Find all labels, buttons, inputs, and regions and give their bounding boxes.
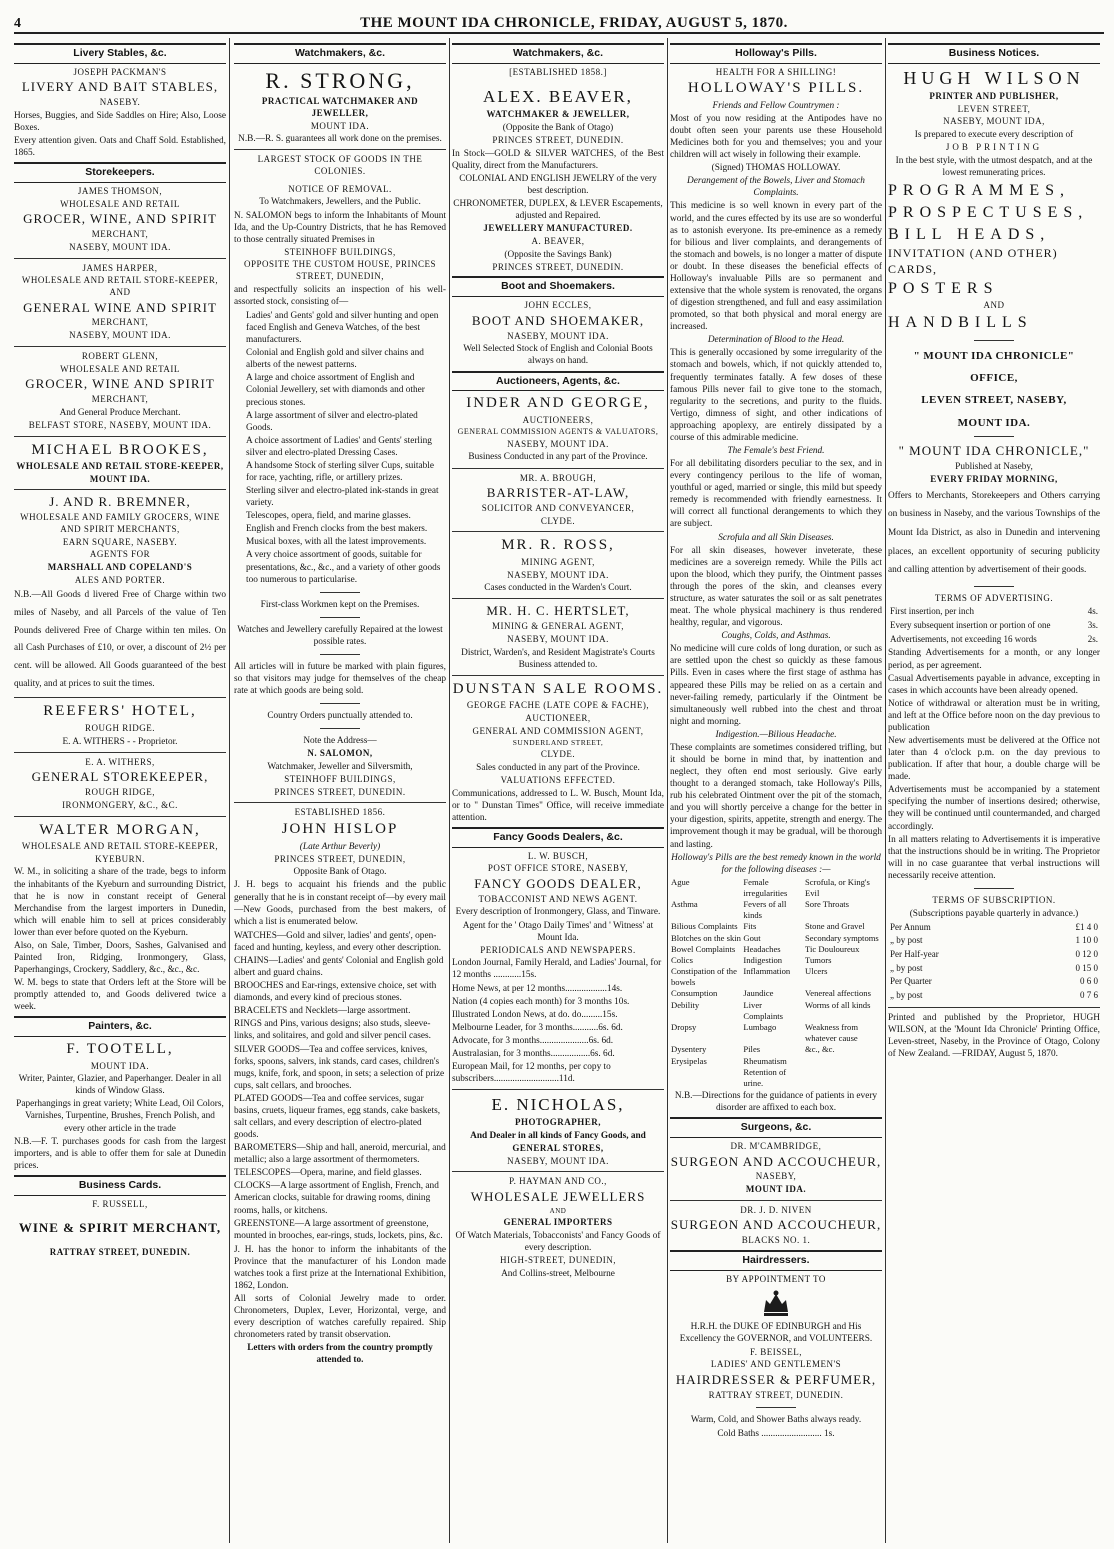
column-1 <box>14 40 226 1540</box>
advert-beaver: [ESTABLISHED 1858.] ALEX. BEAVER, WATCHMAKER & JEWELLER, (Opposite the Bank of Otago) PRINCES STREET, DUNEDIN. In Stock—GOLD & SILVER WATCHES, of the Best Quality, direct from the Manufacturers. COLONIAL AND ENGLISH JEWELRY of the very best description. CHRONOMETER, DUPLEX, & LEVER Escapements, adjusted and Repaired. JEWELLERY MANUFACTURED. A. BEAVER, (Opposite the Savings Bank) PRINCES STREET, DUNEDIN. <box>452 66 664 272</box>
list-item: Australasian, for 3 months.................6s. 6d. <box>452 1048 615 1059</box>
table-cell: 1 10 0 <box>1075 935 1098 946</box>
list-item: Telescopes, opera, field, and marine glasses. <box>246 511 411 522</box>
table-cell: 0 6 0 <box>1080 976 1098 987</box>
table-cell: Bowel Complaints <box>671 943 736 954</box>
table-cell: 0 15 0 <box>1075 962 1098 973</box>
table-cell: 2s. <box>1087 633 1098 644</box>
table-cell: Rheumatism <box>743 1055 787 1066</box>
list-item: BROOCHES and Ear-rings, extensive choice, set with diamonds, and every kind of precious stones. <box>234 981 437 1004</box>
list-item: English and French clocks from the best makers. <box>246 524 428 535</box>
table-cell: Consumption <box>671 988 718 999</box>
table-cell: Tic Douloureux <box>805 943 860 954</box>
table-row <box>670 1044 882 1055</box>
table-cell: &c., &c. <box>805 1044 835 1055</box>
advert-hertslet: MR. H. C. HERTSLET, MINING & GENERAL AGENT, NASEBY, MOUNT IDA. District, Warden's, and Resident Magistrate's Courts Business attended to. <box>461 603 655 670</box>
terms-of-advertising: TERMS OF ADVERTISING. First insertion, per inch 4s. Every subsequent insertion or portion of one 3s. Advertisements, not exceeding 16 words 2s. Standing Advertisements for a month, or any longer period, as per agreement. Casual Advertisements payable in advance, excepting in cases in which accounts have been already opened. Notice of withdrawal or alteration must be in writing, and left at the Office before noon on the day previous to publication New advertisements must be delivered at the Office not later than 4 o'clock p.m. on the day previous to publication. If after that hour, a double charge will be made. Advertisements must be accompanied by a statement specifying the number of insertions desired; otherwise, they will be continued until countermanded, and charged accordingly. In all matters relating to Advertisements it is imperative that the instructions should be in writing. The Proprietor will in no case guarantee that verbal instructions will necessarily receive attention. <box>888 592 1100 881</box>
table-cell: Jaundice <box>743 988 774 999</box>
section-heading: Holloway's Pills. <box>670 43 882 64</box>
advert-packman: JOSEPH PACKMAN'S LIVERY AND BAIT STABLES, NASEBY. Horses, Buggies, and Side Saddles on Hire; Also, Loose Boxes. Every attention given. Oats and Chaff Sold. Established, 1865. <box>14 66 226 159</box>
advert-dunstan-sale-rooms: DUNSTAN SALE ROOMS. GEORGE FACHE (LATE COPE & FACHE), AUCTIONEER, GENERAL AND COMMISSION AGENT, SUNDERLAND STREET, CLYDE. Sales conducted in any part of the Province. VALUATIONS EFFECTED. Communications, addressed to L. W. Busch, Mount Ida, or to " Dunstan Times" Office, will receive immediate attention. <box>452 680 664 823</box>
table-cell: Erysipelas <box>671 1055 707 1066</box>
table-cell: „ by post <box>890 935 923 946</box>
job-printing-list <box>888 181 1100 334</box>
column-rule <box>667 38 668 1543</box>
table-cell: Bilious Complaints <box>671 921 738 932</box>
column-4 <box>670 40 882 1540</box>
table-row <box>888 619 1100 633</box>
list-item: CLOCKS—A large assortment of English, French, and American clocks, suitable for drawing rooms, dining rooms, halls, or kitchens. <box>234 1181 439 1216</box>
column-rule <box>449 38 450 1543</box>
list-item: Illustrated London News, at do. do.........15s. <box>452 1009 618 1020</box>
table-cell: Retention of urine. <box>743 1066 787 1088</box>
advert-salomon: LARGEST STOCK OF GOODS IN THE COLONIES. NOTICE OF REMOVAL. To Watchmakers, Jewellers, and the Public. N. SALOMON begs to inform the Inhabitants of Mount Ida, and the Up-Country Districts, that he has Removed to those centrally situated Premises in STEINHOFF BUILDINGS, OPPOSITE THE CUSTOM HOUSE, PRINCES STREET, DUNEDIN, and respectfully solicits an inspection of his well-assorted stock, consisting of— Ladies' and Gents' gold and silver hunting and open faced English and Geneva Watches, of the best manufacturers. Colonial and English gold and silver chains and alberts of the newest patterns. A large and choice assortment of English and Colonial Jewellery, set with diamonds and other precious stones. A large assortment of silver and electro-plated Goods. A choice assortment of Ladies' and Gents' sterling silver and electro-plated Dressing Cases. A handsome Stock of sterling silver Cups, suitable for race, yachting, rifle, or artillery prizes. Sterling silver and electro-plated ink-stands in great variety. Telescopes, opera, field, and marine glasses. English and French clocks from the best makers. Musical boxes, with all the latest improvements. A very choice assortment of goods, suitable for presentations, &c., &c., and a variety of other goods too numerous to particularise. First-class Workmen kept on the Premises. Watches and Jewellery carefully Repaired at the lowest possible rates. All articles will in future be marked with plain figures, so that visitors may judge for themselves of the cheap rate at which goods are being sold. Country Orders punctually attended to. Note the Address— N. SALOMON, Watchmaker, Jeweller and Silversmith, STEINHOFF BUILDINGS, PRINCES STREET, DUNEDIN. <box>234 154 446 797</box>
table-cell: Liver Complaints <box>743 999 784 1021</box>
table-cell: Indigestion <box>743 954 783 965</box>
list-item: Nation (4 copies each month) for 3 months 10s. <box>452 996 630 1007</box>
advert-ross: MR. R. ROSS, MINING AGENT, NASEBY, MOUNT IDA. Cases conducted in the Warden's Court. <box>484 537 632 594</box>
advert-inder-george: INDER AND GEORGE, AUCTIONEERS, GENERAL COMMISSION AGENTS & VALUATORS, NASEBY, MOUNT IDA. Business Conducted in any part of the Province. <box>457 395 659 463</box>
section-heading: Auctioneers, Agents, &c. <box>452 371 664 392</box>
terms-of-subscription: TERMS OF SUBSCRIPTION. (Subscriptions payable quarterly in advance.) Per Annum £1 4 0 „ by post 1 10 0 Per Half-year 0 12 0 „ by post 0 15 0 Per Quarter 0 6 0 „ by post 0 7 6 <box>888 895 1100 1003</box>
goods-list <box>234 930 446 1242</box>
table-row <box>670 921 882 932</box>
table-cell: Constipation of the bowels <box>671 966 737 988</box>
advert-russell: F. RUSSELL, WINE & SPIRIT MERCHANT, RATTRAY STREET, DUNEDIN. <box>18 1198 222 1258</box>
list-item: TELESCOPES—Opera, marine, and field glasses. <box>234 1168 422 1179</box>
table-cell: Scrofula, or King's Evil <box>805 876 870 898</box>
table-row <box>888 989 1100 1003</box>
list-item: A large and choice assortment of English and Colonial Jewellery, set with diamonds and other precious stones. <box>246 373 425 408</box>
list-item: A choice assortment of Ladies' and Gents' sterling silver and electro-plated Dressing Cases. <box>246 435 432 458</box>
section-heading: Watchmakers, &c. <box>452 43 664 64</box>
list-item: INVITATION (AND OTHER) CARDS, <box>888 246 1058 276</box>
list-item: Home News, at per 12 months..................14s. <box>452 983 623 994</box>
list-item: PLATED GOODS—Tea and coffee services, sugar basins, cruets, liqueur frames, egg stands, cake baskets, salt cellars, and every description of electro-plated goods. <box>234 1093 441 1141</box>
chronicle-notice: " MOUNT IDA CHRONICLE," Published at Naseby, EVERY FRIDAY MORNING, Offers to Merchants, Storekeepers and Others carrying on business in Naseby, and the various Townships of the Mount Ida District, as also in Dunedin and intervening places, an excellent opportunity of securing publicity and calling attention by advertisement of their goods. <box>888 443 1100 576</box>
advert-hayman: P. HAYMAN AND CO., WHOLESALE JEWELLERS AND GENERAL IMPORTERS Of Watch Materials, Tobacconists' and Fancy Goods of every description. HIGH-STREET, DUNEDIN, And Collins-street, Melbourne <box>455 1176 661 1279</box>
advert-reefers-hotel: REEFERS' HOTEL, ROUGH RIDGE. E. A. WITHERS - - Proprietor. <box>43 703 197 747</box>
column-2 <box>234 40 446 1540</box>
table-row <box>670 955 882 966</box>
table-cell: Fevers of all kinds <box>743 899 787 921</box>
table-row <box>670 966 882 988</box>
list-item: SILVER GOODS—Tea and coffee services, knives, forks, spoons, salvers, ink stands, card cases, children's mugs, knife, fork, and spoon, in sets; a selection of prize cups, salt cellars, and brooches. <box>234 1044 445 1091</box>
chronicle-office: " MOUNT IDA CHRONICLE" OFFICE, LEVEN STREET, NASEBY, MOUNT IDA. <box>913 349 1075 429</box>
section-heading: Storekeepers. <box>14 162 226 183</box>
list-item: Colonial and English gold and silver chains and alberts of the newest patterns. <box>246 348 424 371</box>
newspaper-title: THE MOUNT IDA CHRONICLE, FRIDAY, AUGUST 5, 1870. <box>360 15 788 31</box>
table-row <box>670 1000 882 1022</box>
advert-mccambridge: DR. M'CAMBRIDGE, SURGEON AND ACCOUCHEUR, NASEBY, MOUNT IDA. <box>670 1140 882 1195</box>
table-cell: £1 4 0 <box>1075 921 1098 932</box>
table-cell: „ by post <box>890 990 923 1001</box>
table-cell: Headaches <box>743 943 781 954</box>
subscription-rates-table <box>888 921 1100 1003</box>
table-row <box>888 921 1100 935</box>
advert-hugh-wilson: HUGH WILSON PRINTER AND PUBLISHER, LEVEN STREET, NASEBY, MOUNT IDA, Is prepared to execute every description of JOB PRINTING In the best style, with the utmost despatch, and at the lowest remunerating prices. <box>895 67 1093 178</box>
list-item: BRACELETS and Necklets—large assortment. <box>234 1006 411 1017</box>
list-item: BILL HEADS, <box>888 225 1051 243</box>
section-heading: Fancy Goods Dealers, &c. <box>452 827 664 848</box>
advert-morgan: WALTER MORGAN, WHOLESALE AND RETAIL STORE-KEEPER, KYEBURN. W. M., in soliciting a share of the trade, begs to inform the inhabitants of the Kyeburn and surrounding District, that he is now in constant receipt of General Merchandise from the largest importers in Dunedin, which will enable him to sell at prices considerably lower than ever before quoted on the Kyeburn. Also, on Sale, Timber, Doors, Sashes, Galvanised and Painted Iron, Ridging, Ironmongery, Glass, Paperhangings, Crockery, Saddlery, &c., &c., &c. W. M. begs to state that Orders left at the Store will be promptly attended to, and Goods delivered twice a week. <box>14 821 226 1013</box>
table-cell: Tumors <box>805 954 832 965</box>
imprint: Printed and published by the Proprietor, HUGH WILSON, at the 'Mount Ida Chronicle' Printing Office, Leven-street, Naseby, in the Province of Otago, Colony of New Zealand. —FRIDAY, August 5, 1870. <box>888 1012 1100 1060</box>
table-cell: Weakness from whatever cause <box>805 1021 859 1044</box>
table-row <box>888 975 1100 989</box>
table-cell: Secondary symptoms <box>805 932 879 943</box>
table-cell: Ague <box>671 876 690 887</box>
advert-tootell: F. TOOTELL, MOUNT IDA. Writer, Painter, Glazier, and Paperhanger. Dealer in all kinds of Window Glass. Paperhangings in great variety; White Lead, Oil Colors, Varnishes, Turpentine, Brushes, French Polish, and every other article in the trade N.B.—F. T. purchases goods for cash from the largest importers, and is able to offer them for sale at Dunedin prices. <box>14 1041 226 1171</box>
list-item: PROGRAMMES, <box>888 182 1071 200</box>
table-cell: Advertisements, not exceeding 16 words <box>890 633 1037 644</box>
list-item: Ladies' and Gents' gold and silver hunting and open faced English and Geneva Watches, of the best manufacturers. <box>246 310 439 346</box>
table-cell: Dropsy <box>671 1021 697 1032</box>
table-cell: Dysentery <box>671 1044 707 1055</box>
table-row <box>670 944 882 955</box>
table-cell: First insertion, per inch <box>890 606 974 617</box>
list-item: CHAINS—Ladies' and gents' Colonial and English gold albert and guard chains. <box>234 955 444 979</box>
table-cell <box>804 1067 882 1089</box>
table-row <box>888 633 1100 647</box>
list-item: RINGS and Pins, various designs; also studs, sleeve-links, and solitaires, and gold and silver pencil cases. <box>234 1019 431 1042</box>
table-row <box>670 988 882 999</box>
section-heading: Business Notices. <box>888 43 1100 64</box>
advert-holloway: HEALTH FOR A SHILLING! HOLLOWAY'S PILLS. Friends and Fellow Countrymen : Most of you now residing at the Antipodes have no doubt often seen your parents use these Household Medicines both for you and themselves; you and your children will act wisely in following their example. (Signed) THOMAS HOLLOWAY. Derangement of the Bowels, Liver and Stomach Complaints. This medicine is so well known in every part of the world, and the cures effected by its use are so wonderful as to astonish everyone. Its pre-eminence as a remedy for bilious and liver complaints, and derangements of the stomach and bowels, is no longer a matter of dispute or doubt. In these diseases the beneficial effects of Holloway's invaluable Pills are so permanent and extensive that the whole system is renovated, the organs of digestion strengthened, and full and easy assimilation promoted, so that both physical and moral energy are increased. Determination of Blood to the Head. This is generally occasioned by some irregularity of the stomach and bowels, which, if not quickly attended to, frequently terminates fatally. A few doses of these famous Pills never fail to give tone to the stomach, regularity to the secretions, and purity to the fluids. Vertigo, dimness of sight, and other indications of approaching apoplexy, are entirely dissipated by a course of this admirable medicine. The Female's best Friend. For all debilitating disorders peculiar to the sex, and in every contingency perilous to the life of woman, youthful or aged, married or single, this mild but speedy remedy is recommended with friendly earnestness. It will correct all functional derangements to which they are subject. Scrofula and all Skin Diseases. For all skin diseases, however inveterate, these medicines are a sovereign remedy. While the Pills act upon the blood, which they purify, the Ointment passes through the pores of the skin, and cleanses every structure, as water saturates the soil or as salt penetrates meat. The whole physical machinery is thus rendered healthy, regular, and vigorous. Coughs, Colds, and Asthmas. No medicine will cure colds of long duration, or such as are settled upon the chest so quickly as these famous Pills. Even in cases where the first stage of asthma has appeared these Pills may be relied on as a certain and never-failing remedy, particularly if the Ointment be simultaneously well rubbed into the chest and throat night and morning. Indigestion.—Bilious Headache. These complaints are sometimes considered trifling, but it should be borne in mind that, by inattention and neglect, they often end most seriously. Give early thought to a deranged stomach, take Holloway's Pills, rub his celebrated Ointment over the pit of the stomach, and you will shortly perceive a change for the better in your digestion, spirits, appetite, strength and energy. The improvement though it may be gradual, will be thorough and lasting. Holloway's Pills are the best remedy known in the world for the following diseases :— Ague Female irregularities Scrofula, or King's Evil Asthma Fevers of all kinds Sore Throats Bilious Complaints Fits Stone and Gravel Blotches on the skin Gout Secondary symptoms Bowel Complaints Headaches Tic Douloureux Colics Indigestion Tumors Constipation of the bowels Inflammation Ulcers Consumption Jaundice Venereal affections Debility Liver Complaints Worms of all kinds Dropsy Lumbago Weakness from whatever cause Dysentery Piles &c., &c. Erysipelas Rheumatism Retention of urine. N.B.—Directions for the guidance of patients in every disorder are affixed to each box. <box>670 66 882 1114</box>
table-cell: Female irregularities <box>743 876 788 898</box>
list-item: HANDBILLS <box>888 314 1033 332</box>
advert-bremner: J. AND R. BREMNER, WHOLESALE AND FAMILY GROCERS, WINE AND SPIRIT MERCHANTS, EARN SQUARE, NASEBY. AGENTS FOR MARSHALL AND COPELAND'S ALES AND PORTER. N.B.—All Goods d livered Free of Charge within two miles of Naseby, and all Parcels of the value of Ten Pounds delivered Free of Charge within ten miles. On all Cash Purchases of £10, or over, a discount of 2½ per cent. will be allowed. All Goods guaranteed of the best quality, and at prices to suit the times. <box>14 494 226 689</box>
advert-hislop: ESTABLISHED 1856. JOHN HISLOP (Late Arthur Beverly) PRINCES STREET, DUNEDIN, Opposite Bank of Otago. J. H. begs to acquaint his friends and the public generally that he is in constant receipt of—by every mail—New Goods, purchased from the best makers, of which a list is enumerated below. WATCHES—Gold and silver, ladies' and gents', open-faced and hunting, keyless, and every other description. CHAINS—Ladies' and gents' Colonial and English gold albert and guard chains. BROOCHES and Ear-rings, extensive choice, set with diamonds, and every kind of precious stones. BRACELETS and Necklets—large assortment. RINGS and Pins, various designs; also studs, sleeve-links, and solitaires, and gold and silver pencil cases. SILVER GOODS—Tea and coffee services, knives, forks, spoons, salvers, ink stands, card cases, children's mugs, knife, fork, and spoon, in sets; a selection of prize cups, salt cellars, and brooches. PLATED GOODS—Tea and coffee services, sugar basins, cruets, liqueur frames, egg stands, cake baskets, salt cellars, and every description of electro-plated goods. BAROMETERS—Ship and hall, aneroid, mercurial, and metallic; also a large assortment of thermometers. TELESCOPES—Opera, marine, and field glasses. CLOCKS—A large assortment of English, French, and American clocks, suitable for drawing rooms, dining rooms, halls, or kitchens. GREENSTONE—A large assortment of greenstone, mounted in brooches, ear-rings, studs, lockets, pins, &c. J. H. has the honor to inform the inhabitants of the Province that the manufacturer of his London made watches took a first prize at the International Exhibition, 1862, London. All sorts of Colonial Jewelry made to order. Chronometers, Duplex, Lever, Horizontal, verge, and every description of watches carefully repaired. Ship chronometers rated by transit observation. Letters with orders from the country promptly attended to. <box>234 807 446 1366</box>
list-item: POSTERS <box>888 279 999 297</box>
table-cell <box>804 1056 882 1067</box>
table-cell: Colics <box>671 954 693 965</box>
table-cell: 3s. <box>1087 620 1098 631</box>
table-row <box>888 934 1100 948</box>
table-row <box>888 948 1100 962</box>
advert-niven: DR. J. D. NIVEN SURGEON AND ACCOUCHEUR, BLACKS NO. 1. <box>670 1204 882 1246</box>
list-item: A handsome Stock of sterling silver Cups, suitable for race, yachting, rifle, or artillery prizes. <box>246 460 434 483</box>
list-item: Advocate, for 3 months.....................6s. 6d. <box>452 1035 614 1046</box>
list-item: A very choice assortment of goods, suitable for presentations, &c., &c., and a variety of other goods too numerous to particularise. <box>246 550 441 585</box>
advert-brough: MR. A. BROUGH, BARRISTER-AT-LAW, SOLICITOR AND CONVEYANCER, CLYDE. <box>481 472 635 526</box>
table-cell: Ulcers <box>805 966 828 977</box>
table-cell: Blotches on the skin <box>671 932 741 943</box>
masthead <box>14 6 1104 34</box>
section-heading: Painters, &c. <box>14 1016 226 1037</box>
column-3 <box>452 40 664 1540</box>
section-heading: Surgeons, &c. <box>670 1117 882 1138</box>
section-heading: Hairdressers. <box>670 1250 882 1271</box>
table-row <box>888 605 1100 619</box>
list-item: London Journal, Family Herald, and Ladies' Journal, for 12 months ............15s. <box>452 958 662 981</box>
advert-withers: E. A. WITHERS, GENERAL STOREKEEPER, ROUGH RIDGE, IRONMONGERY, &C., &C. <box>31 756 209 810</box>
advert-beissel: BY APPOINTMENT TO H.R.H. the DUKE OF EDINBURGH and His Excellency the GOVERNOR, and VOLUNTEERS. F. BEISSEL, LADIES' AND GENTLEMEN'S HAIRDRESSER & PERFUMER, RATTRAY STREET, DUNEDIN. Warm, Cold, and Shower Baths always ready. Cold Baths .......................... 1s. <box>670 1274 882 1440</box>
table-cell: Piles <box>743 1044 761 1055</box>
table-row <box>670 899 882 921</box>
table-cell: Asthma <box>671 899 698 910</box>
advert-nicholas: E. NICHOLAS, PHOTOGRAPHER, And Dealer in all kinds of Fancy Goods, and GENERAL STORES, NASEBY, MOUNT IDA. <box>470 1095 646 1166</box>
table-row <box>670 1022 882 1044</box>
list-item: AND <box>983 300 1005 311</box>
list-item: BAROMETERS—Ship and hall, aneroid, mercurial, and metallic; also a large assortment of thermometers. <box>234 1143 446 1166</box>
advertising-rates-table <box>888 605 1100 646</box>
section-heading: Boot and Shoemakers. <box>452 276 664 297</box>
advert-harper: JAMES HARPER, WHOLESALE AND RETAIL STORE-KEEPER, AND GENERAL WINE AND SPIRIT MERCHANT, NASEBY, MOUNT IDA. <box>21 262 219 341</box>
section-heading: Watchmakers, &c. <box>234 43 446 64</box>
column-rule <box>229 38 230 1543</box>
advert-thomson: JAMES THOMSON, WHOLESALE AND RETAIL GROCER, WINE, AND SPIRIT MERCHANT, NASEBY, MOUNT IDA. <box>23 185 217 252</box>
list-item: GREENSTONE—A large assortment of greenstone, mounted in brooches, ear-rings, studs, lockets, pins, &c. <box>234 1218 443 1241</box>
table-row <box>670 1067 882 1089</box>
table-cell: „ by post <box>890 962 923 973</box>
table-cell: Inflammation <box>743 966 791 977</box>
page-number: 4 <box>14 16 21 31</box>
list-item: Musical boxes, with all the latest improvements. <box>246 537 427 548</box>
table-row <box>670 933 882 944</box>
table-cell: Sore Throats <box>805 899 850 910</box>
table-cell: Per Quarter <box>890 976 932 987</box>
stock-list <box>246 310 446 586</box>
table-cell: Every subsequent insertion or portion of one <box>890 620 1051 631</box>
table-cell: 0 12 0 <box>1075 949 1098 960</box>
table-cell: Fits <box>743 921 757 932</box>
advert-busch: L. W. BUSCH, POST OFFICE STORE, NASEBY, FANCY GOODS DEALER, TOBACCONIST AND NEWS AGENT. Every description of Ironmongery, Glass, and Tinware. Agent for the ' Otago Daily Times' and ' Witness' at Mount Ida. PERIODICALS AND NEWSPAPERS. London Journal, Family Herald, and Ladies' Journal, for 12 months ............15s. Home News, at per 12 months..................14s. Nation (4 copies each month) for 3 months 10s. Illustrated London News, at do. do.........15s. Melbourne Leader, for 3 months...........6s. 6d. Advocate, for 3 months.....................6s. 6d. Australasian, for 3 months.................6s. 6d. European Mail, for 12 months, per copy to subscribers............................11d. <box>452 851 664 1086</box>
advert-strong: R. STRONG, PRACTICAL WATCHMAKER AND JEWELLER, MOUNT IDA. N.B.—R. S. guarantees all work done on the premises. <box>238 67 442 145</box>
table-cell: Worms of all kinds <box>805 999 871 1010</box>
list-item: Sterling silver and electro-plated ink-stands in great variety. <box>246 486 439 509</box>
table-row <box>670 1056 882 1067</box>
advert-glenn: ROBERT GLENN, WHOLESALE AND RETAIL GROCER, WINE AND SPIRIT MERCHANT, And General Produce Merchant. BELFAST STORE, NASEBY, MOUNT IDA. <box>25 350 215 430</box>
list-item: WATCHES—Gold and silver, ladies' and gents', open-faced and hunting, keyless, and every other description. <box>234 930 442 953</box>
royal-crest-icon <box>670 1288 882 1318</box>
table-row <box>670 877 882 899</box>
table-cell: Gout <box>743 932 761 943</box>
table-cell: 0 7 6 <box>1080 990 1098 1001</box>
table-cell: Debility <box>671 999 700 1010</box>
section-heading: Livery Stables, &c. <box>14 43 226 64</box>
list-item: Melbourne Leader, for 3 months...........6s. 6d. <box>452 1022 623 1033</box>
table-row <box>888 962 1100 976</box>
table-cell: Venereal affections <box>805 988 871 999</box>
column-rule <box>885 38 886 1543</box>
advert-brookes: MICHAEL BROOKES, WHOLESALE AND RETAIL STORE-KEEPER, MOUNT IDA. <box>16 441 224 484</box>
table-cell <box>670 1067 742 1089</box>
list-item: PROSPECTUSES, <box>888 203 1089 221</box>
table-cell: 4s. <box>1087 606 1098 617</box>
list-item: European Mail, for 12 months, per copy to subscribers............................11d. <box>452 1062 611 1085</box>
section-heading: Business Cards. <box>14 1175 226 1196</box>
table-cell: Stone and Gravel <box>805 921 865 932</box>
table-cell: Per Annum <box>890 921 931 932</box>
table-cell: Lumbago <box>743 1021 777 1032</box>
list-item: A large assortment of silver and electro-plated Goods. <box>246 410 418 433</box>
advert-eccles: JOHN ECCLES, BOOT AND SHOEMAKER, NASEBY, MOUNT IDA. Well Selected Stock of English and Colonial Boots always on hand. <box>463 300 653 367</box>
newspaper-price-list <box>452 957 664 1085</box>
diseases-table <box>670 877 882 1089</box>
column-5 <box>888 40 1100 1540</box>
table-cell: Per Half-year <box>890 949 939 960</box>
